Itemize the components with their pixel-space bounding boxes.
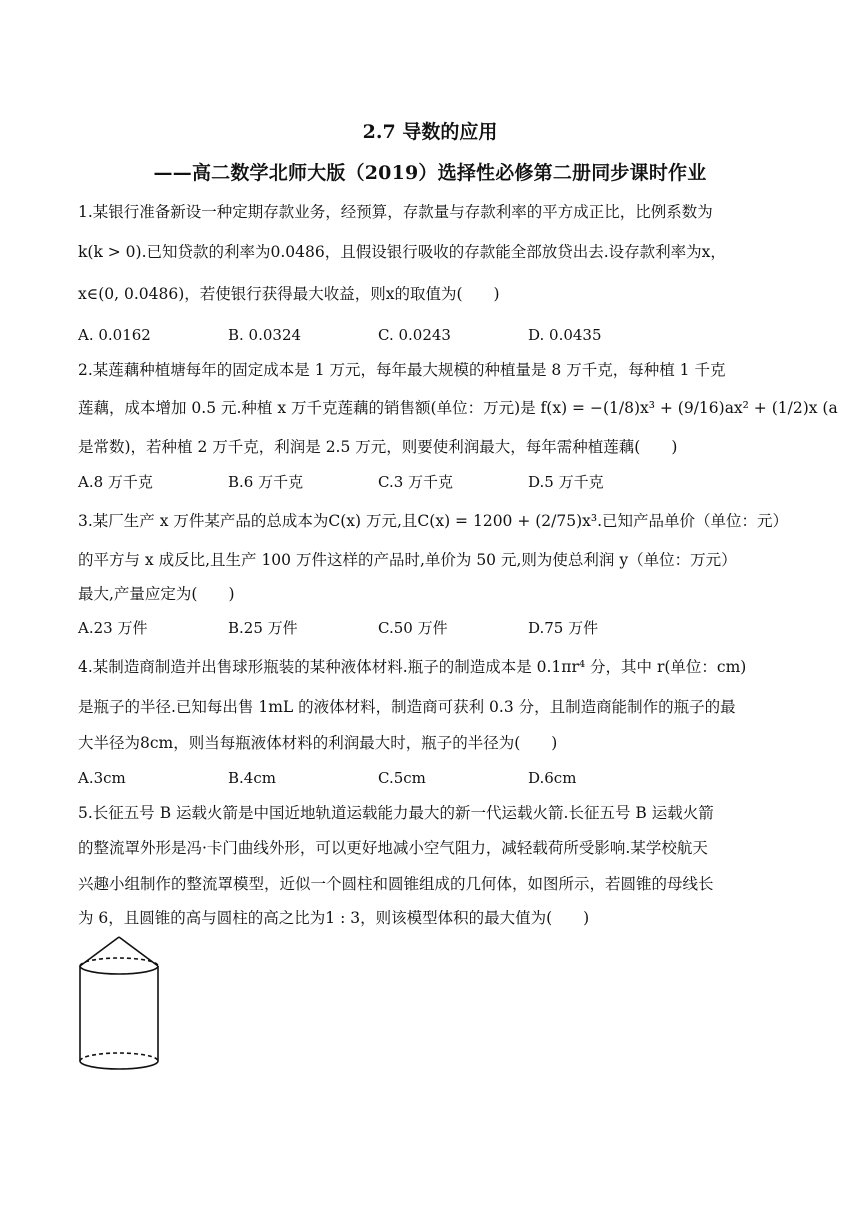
q4-line-2: 是瓶子的半径.已知每出售 1mL 的液体材料，制造商可获利 0.3 分，且制造商能制作的瓶子的最 <box>78 698 736 716</box>
q5-line-4: 为 6，且圆锥的高与圆柱的高之比为1 : 3，则该模型体积的最大值为( ) <box>78 909 590 927</box>
q5-line-3: 兴趣小组制作的整流罩模型，近似一个圆柱和圆锥组成的几何体，如图所示，若圆锥的母线长 <box>78 875 714 893</box>
document-subtitle: ——高二数学北师大版（2019）选择性必修第二册同步课时作业 <box>153 162 707 184</box>
q4-line-3: 大半径为8cm，则当每瓶液体材料的利润最大时，瓶子的半径为( ) <box>78 734 558 752</box>
q2-option-a[interactable]: A.8 万千克 <box>78 473 153 491</box>
q4-option-c[interactable]: C.5cm <box>378 769 426 787</box>
q2-option-b[interactable]: B.6 万千克 <box>228 473 304 491</box>
q1-line-3: x∈(0, 0.0486)，若使银行获得最大收益，则x的取值为( ) <box>78 285 500 303</box>
q3-option-d[interactable]: D.75 万件 <box>528 619 599 637</box>
q3-line-2: 的平方与 x 成反比,且生产 100 万件这样的产品时,单价为 50 元,则为使总利润 y（单位：万元） <box>78 551 737 569</box>
q1-option-d[interactable]: D. 0.0435 <box>528 326 602 344</box>
q5-line-2: 的整流罩外形是冯·卡门曲线外形，可以更好地减小空气阻力，减轻载荷所受影响.某学校航天 <box>78 839 708 857</box>
q2-line-1: 2.某莲藕种植塘每年的固定成本是 1 万元，每年最大规模的种植量是 8 万千克，每种植 1 千克 <box>78 361 726 379</box>
q1-option-a[interactable]: A. 0.0162 <box>78 326 151 344</box>
q2-line-2: 莲藕，成本增加 0.5 元.种植 x 万千克莲藕的销售额(单位：万元)是 f(x) = −(1/8)x³ + (9/16)ax² + (1/2)x (a <box>78 399 838 417</box>
q2-line-3: 是常数)，若种植 2 万千克，利润是 2.5 万元，则要使利润最大，每年需种植莲藕( ) <box>78 438 678 456</box>
bottom-ellipse-front <box>80 1061 158 1069</box>
q3-line-3: 最大,产量应定为( ) <box>78 585 235 603</box>
q3-option-a[interactable]: A.23 万件 <box>78 619 148 637</box>
q2-option-c[interactable]: C.3 万千克 <box>378 473 454 491</box>
q1-line-2: k(k > 0).已知贷款的利率为0.0486，且假设银行吸收的存款能全部放贷出去.设存款利率为x， <box>78 243 726 261</box>
document-title: 2.7 导数的应用 <box>362 121 498 143</box>
q1-line-1: 1.某银行准备新设一种定期存款业务，经预算，存款量与存款利率的平方成正比，比例系数为 <box>78 203 713 221</box>
q1-option-c[interactable]: C. 0.0243 <box>378 326 451 344</box>
top-ellipse-back <box>80 958 158 966</box>
q4-option-b[interactable]: B.4cm <box>228 769 276 787</box>
q1-option-b[interactable]: B. 0.0324 <box>228 326 302 344</box>
q4-line-1: 4.某制造商制造并出售球形瓶装的某种液体材料.瓶子的制造成本是 0.1πr⁴ 分，其中 r(单位：cm) <box>78 658 747 676</box>
q4-option-a[interactable]: A.3cm <box>78 769 126 787</box>
q3-line-1: 3.某厂生产 x 万件某产品的总成本为C(x) 万元,且C(x) = 1200 + (2/75)x³.已知产品单价（单位：元） <box>78 512 789 530</box>
top-ellipse-front <box>80 966 158 974</box>
cone-cylinder-figure <box>72 935 167 1075</box>
q5-line-1: 5.长征五号 B 运载火箭是中国近地轨道运载能力最大的新一代运载火箭.长征五号 B 运载火箭 <box>78 804 714 822</box>
q2-option-d[interactable]: D.5 万千克 <box>528 473 604 491</box>
q3-option-c[interactable]: C.50 万件 <box>378 619 448 637</box>
q4-option-d[interactable]: D.6cm <box>528 769 577 787</box>
cone-right-edge <box>119 937 158 966</box>
bottom-ellipse-back <box>80 1053 158 1061</box>
q3-option-b[interactable]: B.25 万件 <box>228 619 298 637</box>
